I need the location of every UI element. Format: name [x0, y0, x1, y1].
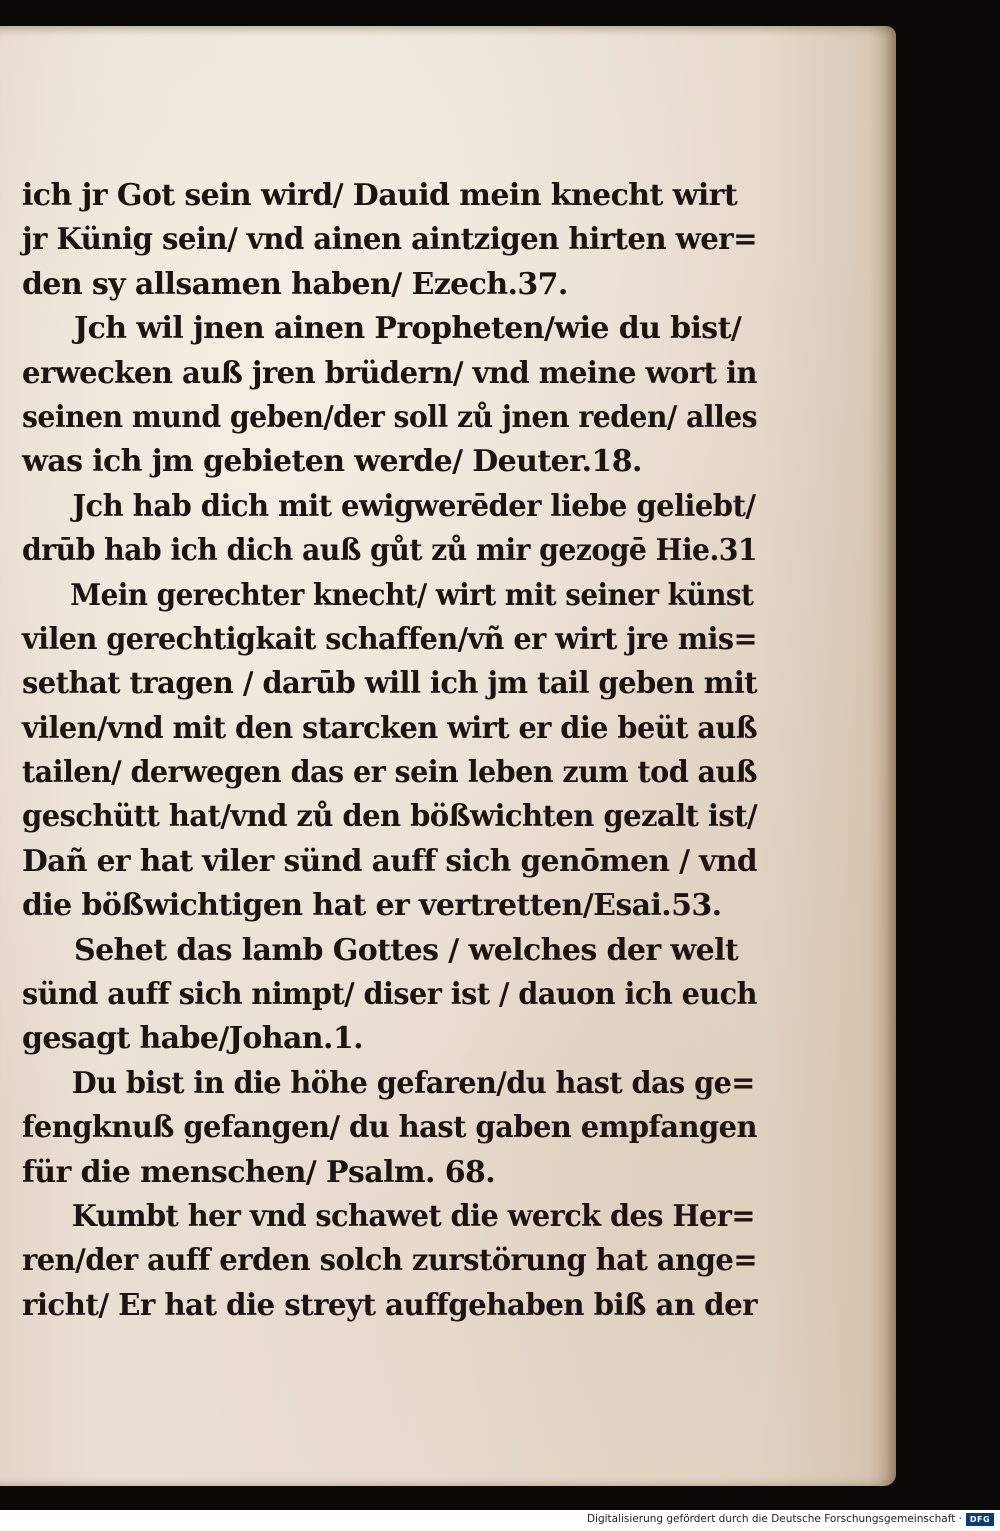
text-line: die bößwichtigen hat er vertretten/Esai.53. [22, 888, 722, 924]
funding-credit: Digitalisierung gefördert durch die Deutsche Forschungsgemeinschaft · [586, 1513, 962, 1525]
text-line: gesagt habe/Johan.1. [22, 1021, 363, 1057]
text-line: Kumbt her vnd schawet die werck des Her= [71, 1198, 755, 1234]
text-line: richt/ Er hat die streyt auffgehaben biß an der [22, 1287, 758, 1323]
text-line: ren/der auff erden solch zurstörung hat ange= [22, 1243, 758, 1279]
text-line: Mein gerechter knecht/ wirt mit seiner künst [70, 577, 754, 613]
text-line: sethat tragen / darūb will ich jm tail geben mit [22, 666, 757, 702]
text-line: Dañ er hat viler sünd auff sich genōmen / vnd [22, 843, 758, 879]
text-line: Jch hab dich mit ewigwerēder liebe geliebt/ [72, 488, 756, 524]
text-line: sünd auff sich nimpt/ diser ist / dauon ich euch [22, 977, 757, 1013]
text-line: jr Künig sein/ vnd ainen aintzigen hirten wer= [22, 222, 758, 258]
text-line: erwecken auß jren brüdern/ vnd meine wort in [22, 355, 758, 391]
text-line: für die menschen/ Psalm. 68. [22, 1154, 496, 1190]
text-line: ich jr Got sein wird/ Dauid mein knecht wirt [22, 178, 738, 213]
text-line: fengknuß gefangen/ du hast gaben empfangen [22, 1110, 758, 1146]
text-line: den sy allsamen haben/ Ezech.37. [22, 266, 568, 302]
text-line: Sehet das lamb Gottes / welches der welt [74, 932, 739, 968]
text-block [22, 174, 782, 1328]
footer-bar [0, 1510, 1000, 1531]
text-line: tailen/ derwegen das er sein leben zum tod auß [22, 755, 757, 791]
text-line: vilen gerechtigkait schaffen/vñ er wirt jre mis= [22, 621, 757, 657]
text-line: Jch wil jnen ainen Propheten/wie du bist/ [74, 311, 742, 347]
text-line: vilen/vnd mit den starcken wirt er die beüt auß [22, 710, 758, 746]
text-line: was ich jm gebieten werde/ Deuter.18. [22, 444, 642, 480]
text-line: Du bist in die höhe gefaren/du hast das ge= [71, 1065, 755, 1101]
book-page [0, 26, 896, 1486]
dfg-logo: DFG [966, 1513, 994, 1526]
text-line: drūb hab ich dich auß gůt zů mir gezogē Hie.31 [22, 533, 758, 569]
text-line: seinen mund geben/der soll zů jnen reden/ alles [22, 399, 758, 435]
text-line: geschütt hat/vnd zů den bößwichten gezalt ist/ [22, 799, 757, 835]
